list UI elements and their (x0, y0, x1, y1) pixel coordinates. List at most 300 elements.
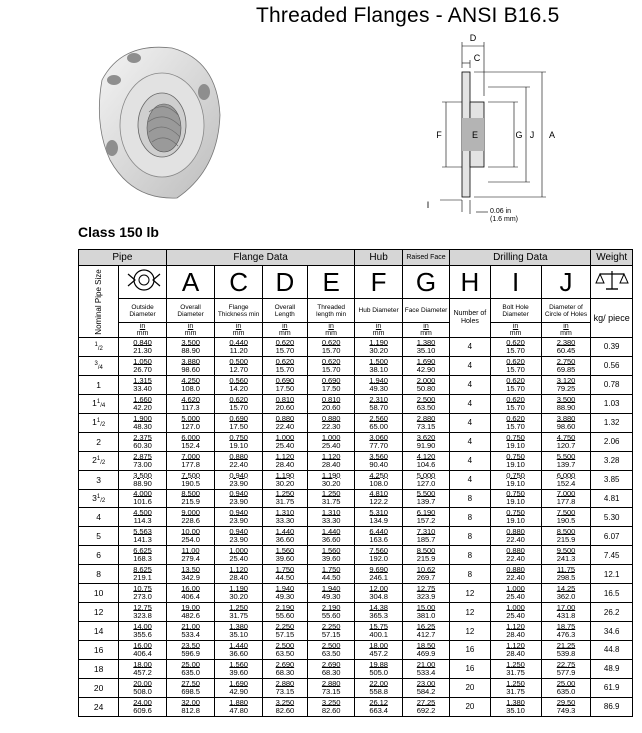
value-mm: 120.7 (556, 440, 576, 450)
value-in: 16.00 (133, 640, 152, 650)
cell-d (262, 546, 307, 565)
value-mm: 406.4 (133, 648, 152, 658)
value-in: 2.690 (275, 659, 295, 669)
cell-f (355, 375, 402, 394)
cell-d (262, 603, 307, 622)
value-in: 25.00 (181, 659, 200, 669)
value-mm: 15.70 (506, 402, 525, 412)
cell-c (215, 546, 262, 565)
group-hub: Hub (355, 250, 402, 266)
value-mm: 177.8 (181, 459, 200, 469)
cell-i (490, 641, 541, 660)
unit-in: in (282, 323, 288, 330)
cell-i (490, 603, 541, 622)
cell-e (307, 432, 354, 451)
table-row (79, 527, 633, 546)
value-in: 18.75 (556, 622, 576, 632)
value-in: 1.250 (229, 603, 248, 613)
value-mm: 28.40 (275, 459, 295, 469)
value-in: 8.500 (556, 527, 576, 537)
col-flange-thickness: Flange Thickness min (215, 299, 262, 323)
value-in: 3.880 (556, 413, 576, 423)
letter-h: H (450, 266, 490, 299)
value-mm: 12.70 (229, 364, 248, 374)
cell-a (166, 527, 215, 546)
value-mm: 22.40 (506, 535, 525, 545)
value-in: 0.620 (506, 337, 525, 347)
diagram-note-mm: (1.6 mm) (490, 216, 518, 223)
cell-f (355, 356, 402, 375)
value-mm: 476.3 (556, 630, 576, 640)
table-row (79, 451, 633, 470)
cell-a (166, 432, 215, 451)
value-mm: 19.10 (506, 516, 525, 526)
table-row (79, 659, 633, 678)
value-mm: 114.3 (133, 516, 152, 526)
group-flange-data: Flange Data (166, 250, 355, 266)
value-mm: 60.30 (133, 440, 152, 450)
cell-f (355, 546, 402, 565)
cell-d (262, 508, 307, 527)
unit-a (166, 323, 215, 338)
cell-a (166, 659, 215, 678)
cell-i (490, 508, 541, 527)
value-in: 2.560 (369, 413, 388, 423)
value-mm: 17.50 (275, 383, 295, 393)
cell-i (490, 584, 541, 603)
cell-j (541, 603, 591, 622)
value-in: 0.880 (229, 451, 248, 461)
cell-c (215, 641, 262, 660)
value-mm: 141.3 (133, 535, 152, 545)
value-mm: 15.70 (506, 383, 525, 393)
value-in: 1.190 (275, 470, 295, 480)
value-in: 0.690 (275, 375, 295, 385)
cell-f (355, 678, 402, 697)
value-mm: 254.0 (181, 535, 200, 545)
value-mm: 14.20 (229, 383, 248, 393)
value-in: 11.00 (181, 546, 200, 556)
value-in: 1.440 (321, 527, 341, 537)
value-in: 0.620 (321, 337, 341, 347)
cell-j (541, 584, 591, 603)
value-mm: 177.8 (556, 497, 576, 507)
value-mm: 412.7 (416, 630, 436, 640)
cell-od (119, 394, 166, 413)
value-mm: 19.10 (506, 478, 525, 488)
cell-holes: 4 (450, 356, 490, 375)
value-in: 0.810 (321, 394, 341, 404)
value-mm: 215.9 (416, 554, 436, 564)
cell-g (402, 338, 449, 357)
cell-f (355, 622, 402, 641)
col-threaded-length: Threaded length min (307, 299, 354, 323)
value-mm: 50.80 (416, 383, 436, 393)
value-in: 7.310 (416, 527, 436, 537)
cell-e (307, 678, 354, 697)
value-mm: 39.60 (229, 667, 248, 677)
value-in: 2.190 (321, 603, 341, 613)
cell-od (119, 641, 166, 660)
cell-e (307, 641, 354, 660)
flange-section-diagram (418, 32, 578, 232)
diagram-label-j: J (529, 130, 535, 140)
value-in: 1.380 (416, 337, 436, 347)
unit-in: in (328, 323, 334, 330)
unit-mm: mm (279, 330, 291, 337)
value-mm: 63.50 (321, 648, 341, 658)
value-in: 0.880 (275, 413, 295, 423)
table-row (79, 678, 633, 697)
cell-j (541, 375, 591, 394)
cell-e (307, 470, 354, 489)
col-circle-of-holes: Diameter of Circle of Holes (541, 299, 591, 323)
value-mm: 139.7 (416, 497, 436, 507)
value-in: 4.120 (416, 451, 436, 461)
class-label: Class 150 lb (78, 224, 159, 240)
value-mm: 47.80 (229, 705, 248, 715)
value-in: 9.500 (556, 546, 576, 556)
cell-a (166, 356, 215, 375)
cell-e (307, 622, 354, 641)
cell-a (166, 489, 215, 508)
value-mm: 36.60 (275, 535, 295, 545)
value-in: 0.620 (275, 337, 295, 347)
value-in: 0.840 (133, 337, 152, 347)
value-mm: 749.3 (556, 705, 576, 715)
value-mm: 365.3 (369, 611, 388, 621)
value-in: 25.00 (556, 678, 576, 688)
cell-e (307, 356, 354, 375)
flange-illustration (92, 40, 222, 205)
value-mm: 49.30 (321, 592, 341, 602)
value-mm: 35.10 (416, 345, 436, 355)
value-mm: 104.6 (416, 459, 436, 469)
value-mm: 279.4 (181, 554, 200, 564)
value-in: 12.00 (369, 584, 388, 594)
value-mm: 406.4 (181, 592, 200, 602)
cell-d (262, 338, 307, 357)
value-mm: 508.0 (133, 686, 152, 696)
value-mm: 77.70 (369, 440, 388, 450)
value-in: 7.500 (181, 470, 200, 480)
cell-g (402, 375, 449, 394)
value-in: 1.440 (229, 640, 248, 650)
cell-weight: 7.45 (591, 546, 633, 565)
value-mm: 127.0 (416, 478, 436, 488)
value-mm: 15.70 (321, 345, 341, 355)
cell-holes: 4 (450, 413, 490, 432)
value-mm: 101.6 (133, 497, 152, 507)
value-in: 3.560 (369, 451, 388, 461)
value-in: 1.690 (229, 678, 248, 688)
cell-j (541, 394, 591, 413)
cell-a (166, 584, 215, 603)
nominal-size-cell: $2^1_{/2}$ (79, 451, 119, 470)
value-in: 4.500 (133, 508, 152, 518)
cell-e (307, 565, 354, 584)
cell-weight: 1.03 (591, 394, 633, 413)
value-mm: 609.6 (133, 705, 152, 715)
unit-mm: mm (372, 330, 385, 337)
cell-holes: 8 (450, 546, 490, 565)
table-row (79, 413, 633, 432)
value-mm: 25.40 (506, 592, 525, 602)
value-mm: 482.6 (181, 611, 200, 621)
nominal-pipe-size-header: Nominal Pipe Size (79, 266, 119, 338)
value-in: 1.190 (229, 584, 248, 594)
nominal-size-cell: 18 (79, 659, 119, 678)
nominal-size-cell: 24 (79, 697, 119, 716)
group-drilling-data: Drilling Data (450, 250, 591, 266)
cell-g (402, 697, 449, 716)
value-mm: 28.40 (321, 459, 341, 469)
nominal-size-cell: $^1_{/2}$ (79, 338, 119, 357)
unit-in: in (139, 323, 146, 330)
value-mm: 21.30 (133, 345, 152, 355)
value-in: 1.000 (506, 584, 525, 594)
col-overall-diameter: Overall Diameter (166, 299, 215, 323)
value-in: 3.250 (321, 697, 341, 707)
value-mm: 35.10 (506, 705, 525, 715)
value-in: 9.690 (369, 565, 388, 575)
cell-d (262, 394, 307, 413)
unit-in: in (512, 323, 519, 330)
cell-a (166, 565, 215, 584)
value-in: 1.310 (321, 508, 341, 518)
cell-od (119, 489, 166, 508)
letter-g: G (402, 266, 449, 299)
value-mm: 15.70 (321, 364, 341, 374)
value-in: 0.620 (229, 394, 248, 404)
value-in: 3.500 (181, 337, 200, 347)
value-mm: 152.4 (556, 478, 576, 488)
value-mm: 812.8 (181, 705, 200, 715)
cell-e (307, 527, 354, 546)
value-mm: 457.2 (133, 667, 152, 677)
value-in: 32.00 (181, 697, 200, 707)
cell-holes: 20 (450, 678, 490, 697)
table-row (79, 375, 633, 394)
cell-j (541, 432, 591, 451)
value-in: 5.563 (133, 527, 152, 537)
value-in: 1.000 (321, 432, 341, 442)
cell-weight: 1.32 (591, 413, 633, 432)
table-row (79, 622, 633, 641)
value-mm: 215.9 (556, 535, 576, 545)
value-in: 29.50 (556, 697, 576, 707)
value-in: 4.750 (556, 432, 576, 442)
value-mm: 49.30 (275, 592, 295, 602)
cell-holes: 4 (450, 338, 490, 357)
diagram-label-d: D (469, 33, 477, 43)
cell-a (166, 697, 215, 716)
value-in: 1.560 (275, 546, 295, 556)
cell-f (355, 338, 402, 357)
value-in: 1.250 (506, 678, 525, 688)
value-mm: 192.0 (369, 554, 388, 564)
cell-j (541, 451, 591, 470)
value-mm: 60.45 (556, 345, 576, 355)
value-in: 10.75 (133, 584, 152, 594)
value-mm: 57.15 (275, 630, 295, 640)
unit-in: in (423, 323, 429, 330)
cell-d (262, 356, 307, 375)
cell-holes: 12 (450, 622, 490, 641)
value-mm: 91.90 (416, 440, 436, 450)
cell-holes: 8 (450, 508, 490, 527)
table-row (79, 470, 633, 489)
value-mm: 20.60 (275, 402, 295, 412)
cell-f (355, 508, 402, 527)
cell-od (119, 413, 166, 432)
cell-f (355, 584, 402, 603)
cell-g (402, 356, 449, 375)
value-mm: 323.9 (416, 592, 436, 602)
value-mm: 55.60 (275, 611, 295, 621)
cell-i (490, 375, 541, 394)
cell-weight: 0.39 (591, 338, 633, 357)
cell-e (307, 603, 354, 622)
cell-od (119, 659, 166, 678)
value-in: 1.190 (369, 337, 388, 347)
value-in: 13.50 (181, 565, 200, 575)
value-mm: 39.60 (321, 554, 341, 564)
value-in: 14.25 (556, 584, 576, 594)
value-in: 1.250 (321, 489, 341, 499)
cell-d (262, 432, 307, 451)
cell-j (541, 356, 591, 375)
value-in: 16.25 (416, 622, 436, 632)
letter-j: J (541, 266, 591, 299)
cell-c (215, 622, 262, 641)
value-in: 1.560 (229, 659, 248, 669)
value-in: 1.250 (275, 489, 295, 499)
cell-f (355, 413, 402, 432)
cell-e (307, 584, 354, 603)
value-mm: 25.40 (229, 554, 248, 564)
value-mm: 63.50 (275, 648, 295, 658)
cell-i (490, 356, 541, 375)
value-mm: 55.60 (321, 611, 341, 621)
letter-f: F (355, 266, 402, 299)
cell-e (307, 508, 354, 527)
value-in: 1.660 (133, 394, 152, 404)
value-mm: 273.0 (133, 592, 152, 602)
value-in: 1.690 (416, 356, 436, 366)
unit-in: in (563, 323, 569, 330)
value-in: 0.690 (229, 413, 248, 423)
col-outside-diameter: Outside Diameter (119, 299, 166, 323)
value-in: 3.250 (275, 697, 295, 707)
unit-mm: mm (232, 330, 245, 337)
value-mm: 663.4 (369, 705, 388, 715)
cell-weight: 3.28 (591, 451, 633, 470)
cell-od (119, 678, 166, 697)
diagram-note-in: 0.06 in (490, 208, 512, 215)
value-in: 2.880 (321, 678, 341, 688)
value-in: 1.000 (506, 603, 525, 613)
value-in: 2.250 (321, 622, 341, 632)
unit-j (541, 323, 591, 338)
value-in: 20.00 (133, 678, 152, 688)
value-mm: 15.70 (229, 402, 248, 412)
cell-d (262, 622, 307, 641)
cell-g (402, 546, 449, 565)
letter-a: A (166, 266, 215, 299)
value-in: 27.25 (416, 697, 436, 707)
value-mm: 15.70 (506, 345, 525, 355)
cell-weight: 86.9 (591, 697, 633, 716)
value-in: 2.375 (133, 432, 152, 442)
value-in: 0.440 (229, 337, 248, 347)
cell-e (307, 375, 354, 394)
value-in: 1.440 (275, 527, 295, 537)
cell-j (541, 546, 591, 565)
cell-od (119, 356, 166, 375)
nominal-size-cell: 3 (79, 470, 119, 489)
cell-weight: 4.81 (591, 489, 633, 508)
value-mm: 190.5 (556, 516, 576, 526)
value-mm: 163.6 (369, 535, 388, 545)
table-row (79, 489, 633, 508)
cell-od (119, 584, 166, 603)
diagram-label-c: C (473, 53, 481, 63)
nominal-size-cell: 2 (79, 432, 119, 451)
value-in: 18.00 (369, 640, 388, 650)
value-in: 0.560 (229, 375, 248, 385)
value-in: 0.750 (229, 432, 248, 442)
unit-e (307, 323, 354, 338)
value-in: 5.000 (181, 413, 200, 423)
value-in: 0.880 (506, 527, 525, 537)
value-in: 2.750 (556, 356, 576, 366)
cell-g (402, 413, 449, 432)
value-in: 4.810 (369, 489, 388, 499)
value-mm: 323.8 (133, 611, 152, 621)
value-mm: 23.90 (229, 535, 248, 545)
cell-a (166, 641, 215, 660)
value-mm: 469.9 (416, 648, 436, 658)
value-mm: 31.75 (506, 686, 525, 696)
value-mm: 30.20 (369, 345, 388, 355)
value-in: 1.120 (506, 622, 525, 632)
value-mm: 635.0 (181, 667, 200, 677)
value-in: 18.50 (416, 640, 436, 650)
value-mm: 22.40 (229, 459, 248, 469)
cell-od (119, 546, 166, 565)
value-mm: 28.40 (506, 630, 525, 640)
cell-weight: 26.2 (591, 603, 633, 622)
value-mm: 73.15 (321, 686, 341, 696)
value-mm: 168.3 (133, 554, 152, 564)
unit-d (262, 323, 307, 338)
value-mm: 42.20 (133, 402, 152, 412)
table-row (79, 546, 633, 565)
value-mm: 68.30 (321, 667, 341, 677)
value-in: 2.875 (133, 451, 152, 461)
value-mm: 577.9 (556, 667, 576, 677)
value-mm: 30.20 (321, 478, 341, 488)
value-in: 10.62 (416, 565, 436, 575)
value-in: 3.120 (556, 375, 576, 385)
value-mm: 23.90 (229, 497, 248, 507)
cell-f (355, 659, 402, 678)
cell-holes: 4 (450, 375, 490, 394)
value-mm: 33.30 (275, 516, 295, 526)
cell-c (215, 697, 262, 716)
value-in: 23.50 (181, 640, 200, 650)
